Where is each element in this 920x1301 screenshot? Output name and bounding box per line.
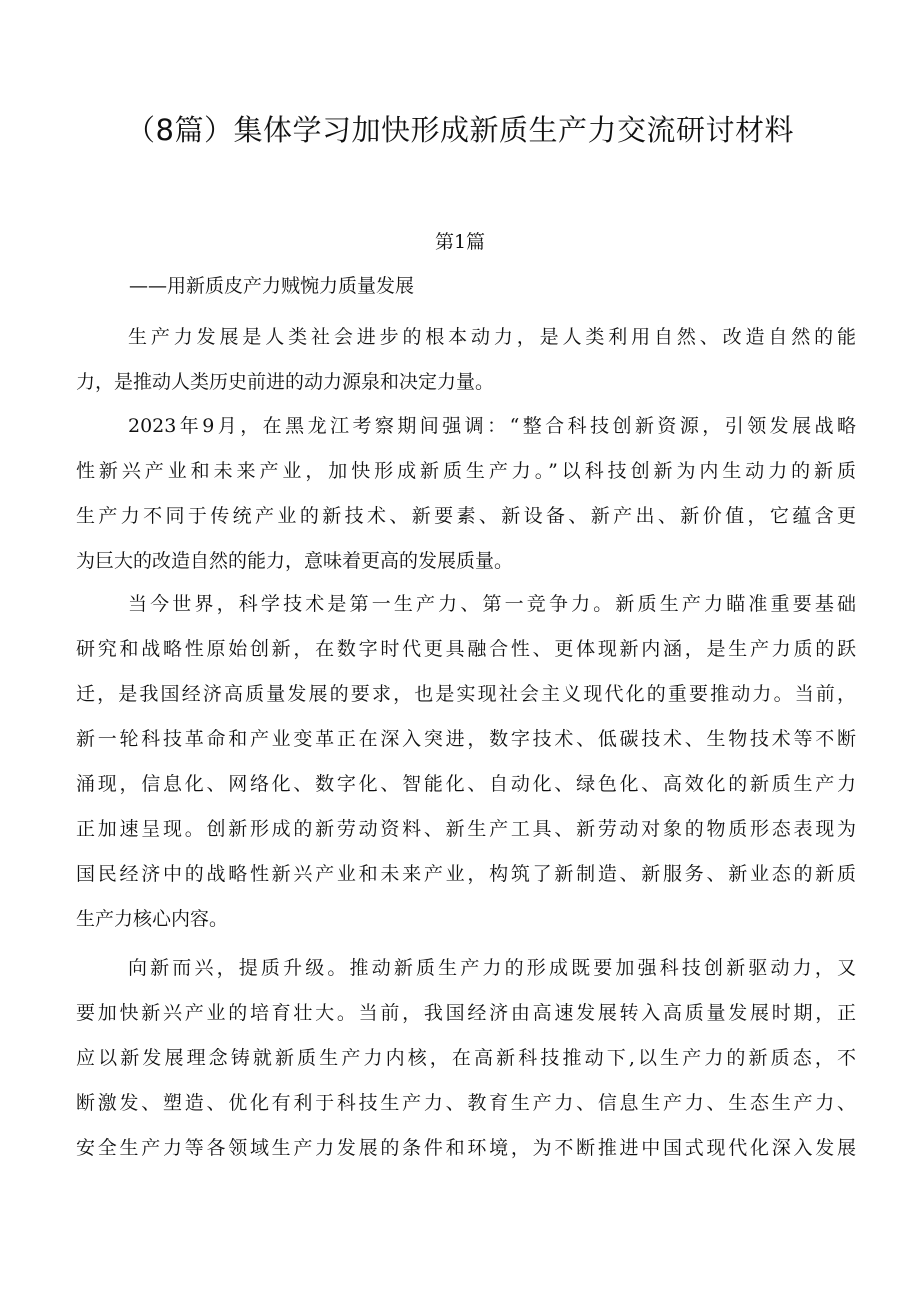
paragraph-2 <box>76 404 856 584</box>
document-title: （8篇）集体学习加快形成新质生产力交流研讨材料 <box>126 113 794 147</box>
paragraph-line: 研究和战略性原始创新，在数字时代更具融合性、更体现新内涵，是生产力质的跃 <box>76 638 856 660</box>
paragraph-line: 生产力不同于传统产业的新技术、新要素、新设备、新产出、新价值，它蕴含更 <box>76 505 856 527</box>
paragraph-line: 为巨大的改造自然的能力，意味着更高的发展质量。 <box>76 550 514 572</box>
section-subtitle: ——用新质皮产力贼惋力质量发展 <box>129 275 415 297</box>
paragraph-line: 性新兴产业和未来产业，加快形成新质生产力。”以科技创新为内生动力的新质 <box>76 460 856 482</box>
paragraph-3 <box>76 582 856 942</box>
paragraph-line: 安全生产力等各领域生产力发展的条件和环境，为不断推进中国式现代化深入发展 <box>76 1137 856 1159</box>
paragraph-line: 生产力核心内容。 <box>76 908 229 930</box>
paragraph-line: 新一轮科技革命和产业变革正在深入突进，数字技术、低碳技术、生物技术等不断 <box>76 728 856 750</box>
paragraph-line: 迁，是我国经济高质量发展的要求，也是实现社会主义现代化的重要推动力。当前， <box>76 683 856 705</box>
paragraph-1 <box>76 315 856 405</box>
section-heading: 第1篇 <box>434 231 486 253</box>
paragraph-line: 正加速呈现。创新形成的新劳动资料、新生产工具、新劳动对象的物质形态表现为 <box>76 818 856 840</box>
paragraph-line: 应以新发展理念铸就新质生产力内核，在高新科技推动下,以生产力的新质态，不 <box>76 1047 856 1069</box>
paragraph-line: 向新而兴，提质升级。推动新质生产力的形成既要加强科技创新驱动力，又 <box>128 957 856 979</box>
paragraph-line: 涌现，信息化、网络化、数字化、智能化、自动化、绿色化、高效化的新质生产力 <box>76 773 856 795</box>
paragraph-line: 生产力发展是人类社会进步的根本动力，是人类利用自然、改造自然的能 <box>128 326 856 348</box>
paragraph-line: 力，是推动人类历史前进的动力源泉和决定力量。 <box>76 371 495 393</box>
paragraph-line: 当今世界，科学技术是第一生产力、第一竞争力。新质生产力瞄准重要基础 <box>128 593 856 615</box>
paragraph-line: 2023年9月，在黑龙江考察期间强调：“整合科技创新资源，引领发展战略 <box>128 415 856 437</box>
paragraph-line: 国民经济中的战略性新兴产业和未来产业，构筑了新制造、新服务、新业态的新质 <box>76 863 856 885</box>
paragraph-line: 要加快新兴产业的培育壮大。当前，我国经济由高速发展转入高质量发展时期，正 <box>76 1002 856 1024</box>
paragraph-4 <box>76 946 856 1171</box>
paragraph-line: 断激发、塑造、优化有利于科技生产力、教育生产力、信息生产力、生态生产力、 <box>76 1092 856 1114</box>
